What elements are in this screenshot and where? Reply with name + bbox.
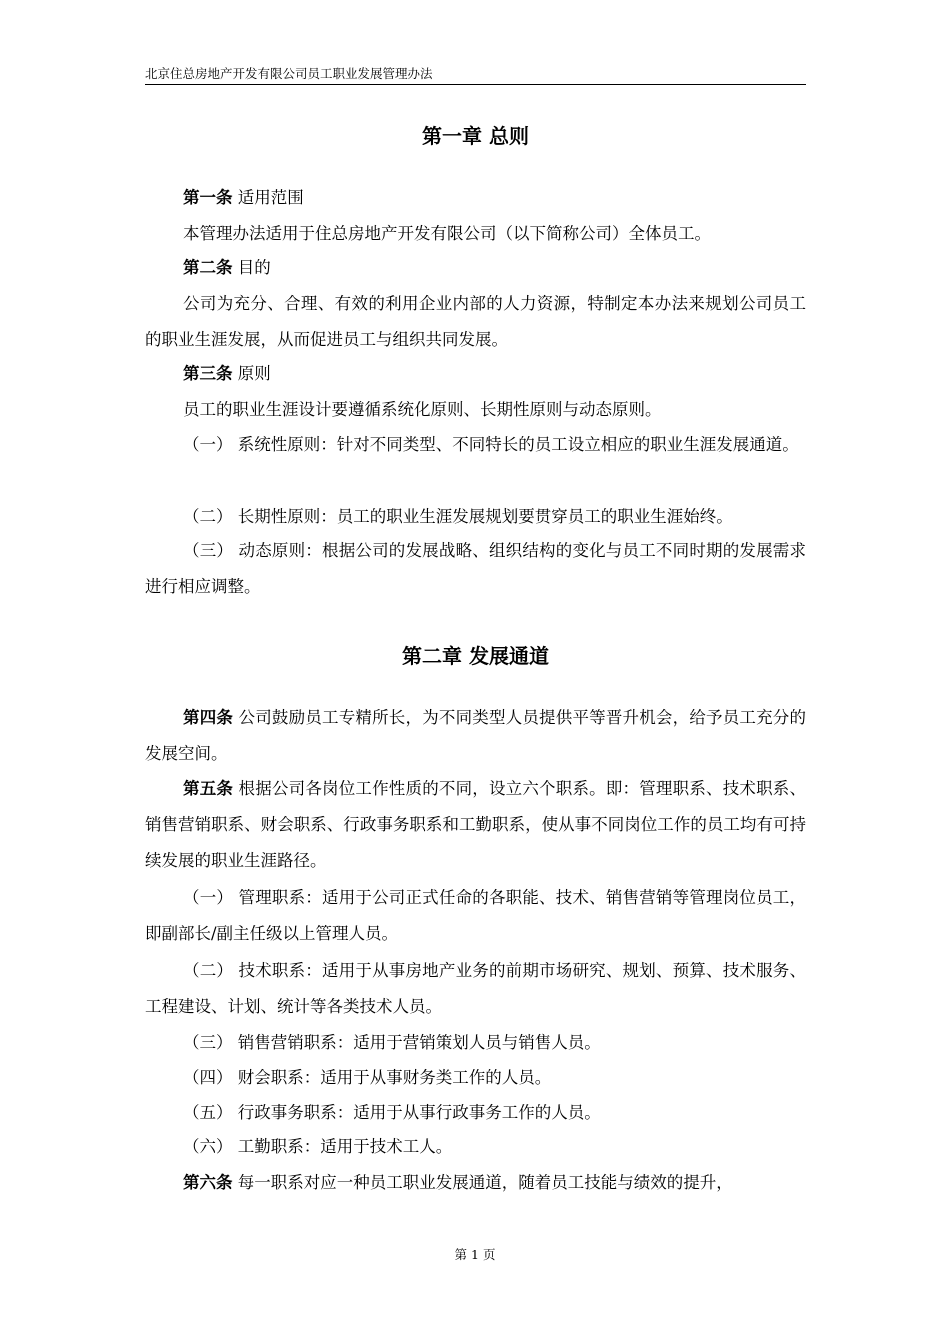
article-3-title: 原则: [232, 364, 271, 383]
article-5-item-3: （三） 销售营销职系：适用于营销策划人员与销售人员。: [183, 1033, 601, 1052]
article-1-number: 第一条: [183, 188, 233, 207]
article-2-heading: [145, 250, 806, 286]
chapter-1-title: 第一章 总则: [422, 124, 529, 148]
page-number: 第 1 页: [454, 1247, 496, 1262]
article-5-item-4: （四） 财会职系：适用于从事财务类工作的人员。: [183, 1068, 552, 1087]
article-3-item-2: （二） 长期性原则：员工的职业生涯发展规划要贯穿员工的职业生涯始终。: [183, 507, 733, 526]
chapter-2-title: 第二章 发展通道: [402, 644, 549, 668]
article-6-body: 每一职系对应一种员工职业发展通道，随着员工技能与绩效的提升，: [232, 1173, 733, 1192]
article-2-number: 第二条: [183, 258, 233, 277]
article-4-body: 公司鼓励员工专精所长，为不同类型人员提供平等晋升机会，给予员工充分的发展空间。: [145, 708, 807, 763]
article-3-item-1: （一） 系统性原则：针对不同类型、不同特长的员工设立相应的职业生涯发展通道。: [183, 435, 799, 454]
article-5-number: 第五条: [183, 779, 234, 798]
article-1-heading: [145, 180, 806, 216]
article-3-heading: [145, 356, 806, 392]
article-5-item-1: （一） 管理职系：适用于公司正式任命的各职能、技术、销售营销等管理岗位员工，即副部长/副主任级以上管理人员。: [145, 888, 806, 943]
article-5-item-6: （六） 工勤职系：适用于技术工人。: [183, 1137, 453, 1156]
article-1-title: 适用范围: [232, 188, 304, 207]
page-header: [145, 64, 806, 85]
article-3-item-3: （三） 动态原则：根据公司的发展战略、组织结构的变化与员工不同时期的发展需求进行相应调整。: [145, 541, 806, 596]
article-4-number: 第四条: [183, 708, 234, 727]
article-4: [145, 700, 806, 772]
article-2-title: 目的: [232, 258, 271, 277]
article-5-body: 根据公司各岗位工作性质的不同，设立六个职系。即：管理职系、技术职系、销售营销职系、财会职系、行政事务职系和工勤职系，使从事不同岗位工作的员工均有可持续发展的职业生涯路径。: [145, 779, 807, 870]
article-5: [145, 771, 806, 879]
article-2-body: 公司为充分、合理、有效的利用企业内部的人力资源，特制定本办法来规划公司员工的职业生涯发展，从而促进员工与组织共同发展。: [145, 294, 806, 349]
header-title: 北京住总房地产开发有限公司员工职业发展管理办法: [145, 66, 433, 81]
article-6: [145, 1165, 806, 1201]
article-5-item-5: （五） 行政事务职系：适用于从事行政事务工作的人员。: [183, 1103, 601, 1122]
article-1-body: 本管理办法适用于住总房地产开发有限公司（以下简称公司）全体员工。: [183, 224, 711, 243]
article-5-item-2: （二） 技术职系：适用于从事房地产业务的前期市场研究、规划、预算、技术服务、工程建设、计划、统计等各类技术人员。: [145, 961, 806, 1016]
article-6-number: 第六条: [183, 1173, 233, 1192]
article-3-body: 员工的职业生涯设计要遵循系统化原则、长期性原则与动态原则。: [183, 400, 662, 419]
article-3-number: 第三条: [183, 364, 233, 383]
